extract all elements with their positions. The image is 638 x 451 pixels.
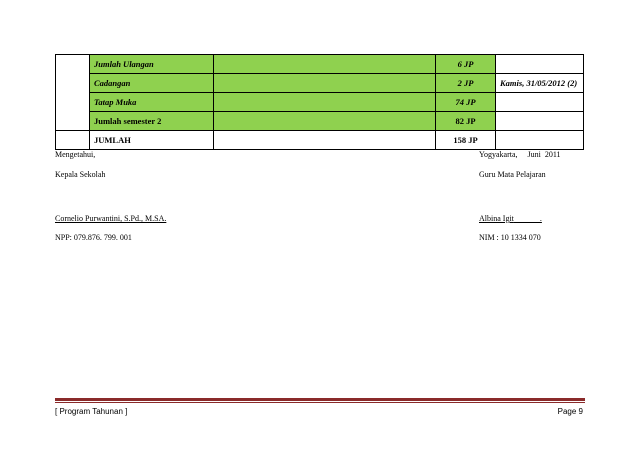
footer-rule-thin: [55, 402, 585, 403]
blank-cell: [214, 93, 436, 112]
row-label: JUMLAH: [90, 131, 214, 150]
row-label: Jumlah Ulangan: [90, 55, 214, 74]
footer-title: [ Program Tahunan ]: [55, 407, 128, 416]
blank-cell: [214, 55, 436, 74]
row-value: 74 JP: [436, 93, 496, 112]
acknowledged-label: Mengetahui,: [55, 150, 96, 159]
table-row: [56, 55, 584, 74]
page-number: Page 9: [557, 407, 583, 416]
row-label: Cadangan: [90, 74, 214, 93]
row-value: 6 JP: [436, 55, 496, 74]
blank-cell: [214, 74, 436, 93]
row-note: Kamis, 31/05/2012 (2): [496, 74, 584, 93]
blank-cell: [56, 55, 90, 74]
blank-cell: [214, 131, 436, 150]
blank-cell: [56, 93, 90, 112]
blank-cell: [214, 112, 436, 131]
place-date: Yogyakarta, Juni 2011: [479, 150, 561, 159]
teacher-role: Guru Mata Pelajaran: [479, 170, 546, 179]
table-row: [56, 74, 584, 93]
allocation-table: [55, 54, 584, 150]
principal-id: NPP: 079.876. 799. 001: [55, 233, 132, 242]
row-value: 82 JP: [436, 112, 496, 131]
teacher-name-tail: .: [513, 214, 542, 223]
teacher-name: Albina Igit: [479, 214, 514, 223]
row-note: [496, 93, 584, 112]
blank-cell: [56, 112, 90, 131]
teacher-name-line: [479, 214, 542, 223]
row-label: Jumlah semester 2: [90, 112, 214, 131]
teacher-id: NIM : 10 1334 070: [479, 233, 541, 242]
row-value: 158 JP: [436, 131, 496, 150]
row-value: 2 JP: [436, 74, 496, 93]
footer-rule: [55, 398, 585, 401]
row-label: Tatap Muka: [90, 93, 214, 112]
row-note: [496, 131, 584, 150]
principal-name: Cornelio Purwantini, S.Pd., M.SA.: [55, 214, 167, 223]
row-note: [496, 55, 584, 74]
table-row: [56, 93, 584, 112]
principal-role: Kepala Sekolah: [55, 170, 106, 179]
blank-cell: [56, 131, 90, 150]
table-row: [56, 112, 584, 131]
table-row: [56, 131, 584, 150]
row-note: [496, 112, 584, 131]
blank-cell: [56, 74, 90, 93]
